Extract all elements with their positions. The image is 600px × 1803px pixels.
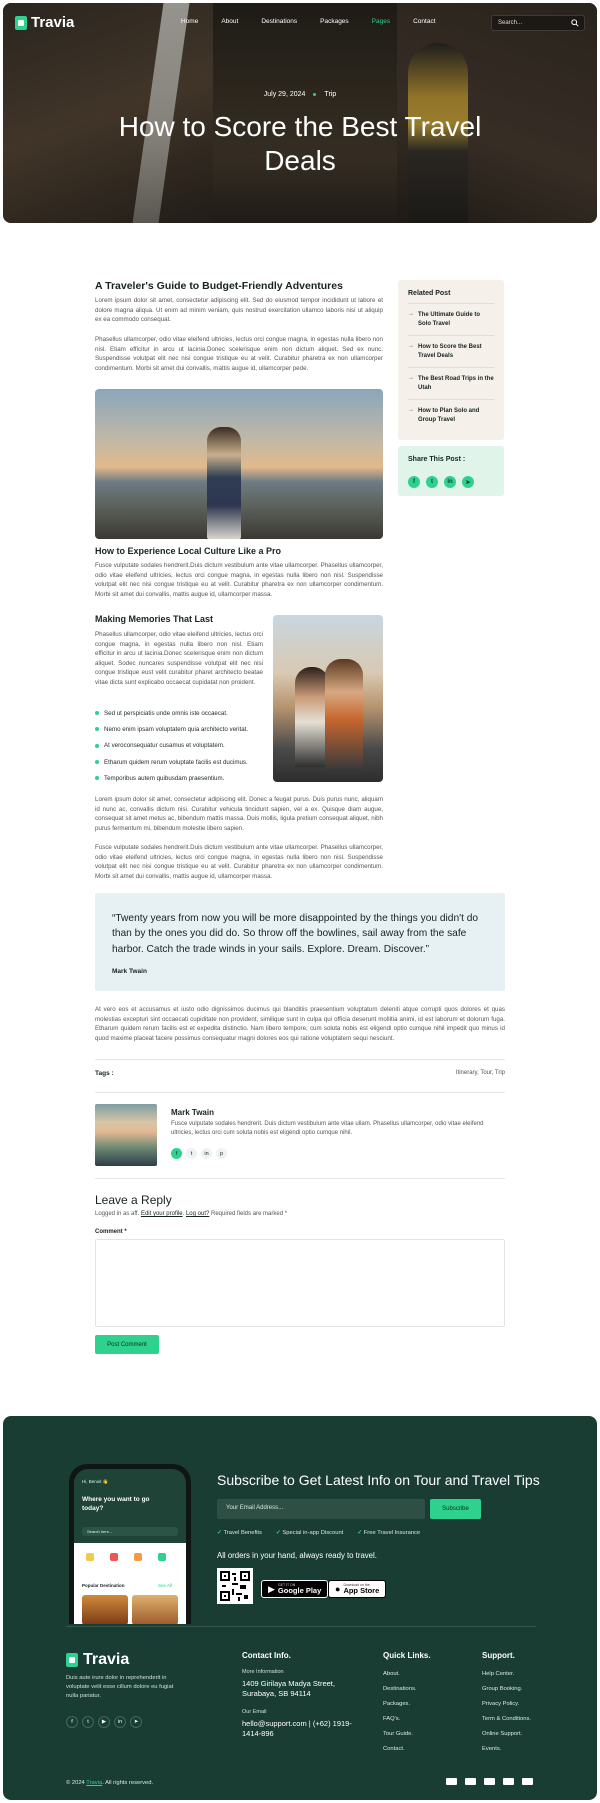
app-question: Where you want to go today?: [82, 1496, 150, 1512]
logout-link[interactable]: Log out?: [185, 1211, 210, 1217]
blockquote: [95, 893, 505, 991]
related-posts-title: Related Post: [408, 290, 451, 297]
category-icon: [158, 1553, 166, 1561]
benefit-item: ✓ Special in-app Discount: [276, 1530, 343, 1536]
search-icon[interactable]: [571, 19, 579, 27]
youtube-icon[interactable]: ▶: [98, 1716, 110, 1728]
linkedin-icon[interactable]: in: [444, 476, 456, 488]
list-item: Etharum quidem rerum voluptate facilis est ducimus.: [95, 754, 265, 770]
app-see-all: See All: [158, 1583, 173, 1588]
paypal-icon: [503, 1778, 514, 1785]
footer-link-faq[interactable]: FAQ's.: [383, 1716, 401, 1722]
related-post-link[interactable]: → The Ultimate Guide to Solo Travel: [408, 303, 494, 335]
nav-about[interactable]: About: [221, 18, 239, 25]
paragraph: Lorem ipsum dolor sit amet, consectetur adipiscing elit. Sed do eiusmod tempor incididunt ut labore et dolore magna aliqua. Ut enim ad minim veniam, quis nostrud exercitation ullamco laboris nisi ut aliquip ex ea commodo consequat.: [95, 297, 383, 324]
apple-icon: ●: [335, 1584, 341, 1594]
footer-link-group-booking[interactable]: Group Booking.: [482, 1686, 523, 1692]
info-label: More Information: [242, 1669, 284, 1675]
footer: [3, 1416, 597, 1800]
nav-destinations[interactable]: Destinations: [261, 18, 298, 25]
post-category[interactable]: Trip: [324, 91, 337, 98]
benefit-item: ✓ Travel Benefits: [217, 1530, 262, 1536]
category-icon: [86, 1553, 94, 1561]
contact-email-phone[interactable]: hello@support.com | (+62) 1919-1414-896: [242, 1719, 352, 1738]
nav-home[interactable]: Home: [181, 18, 199, 25]
quote-text: “Twenty years from now you will be more disappointed by the things you didn't do than by the ones you did do. So throw off the bowlines, sail away from the safe harbor. Catch the trade winds in your sails. Explore. Dream. Discover.”: [112, 913, 479, 955]
footer-logo[interactable]: Travia: [66, 1651, 129, 1669]
comment-label: Comment *: [95, 1229, 127, 1235]
comment-textarea[interactable]: [95, 1239, 505, 1327]
nav-packages[interactable]: Packages: [320, 18, 349, 25]
footer-link-destinations[interactable]: Destinations.: [383, 1686, 417, 1692]
telegram-icon[interactable]: ➤: [130, 1716, 142, 1728]
post-date: July 29, 2024: [263, 91, 306, 98]
search-placeholder: Search...: [498, 20, 523, 26]
tags-row: [95, 1070, 505, 1090]
qr-code: [217, 1568, 253, 1604]
discover-icon: [522, 1778, 533, 1785]
reply-logged-in-note: Logged in as aff. Edit your profile. Log out? Required fields are marked *: [95, 1211, 288, 1217]
top-navigation: [3, 3, 597, 43]
destination-image: [132, 1595, 178, 1624]
mountain-hiker-image: [95, 389, 383, 539]
list-item: At veroconsequatur cusamus et voluptatem.: [95, 738, 265, 754]
divider: [95, 1059, 505, 1060]
footer-link-packages[interactable]: Packages.: [383, 1701, 411, 1707]
quick-links-title: Quick Links.: [383, 1651, 431, 1660]
avatar: [95, 1104, 157, 1166]
footer-link-privacy[interactable]: Privacy Policy.: [482, 1701, 520, 1707]
travel-couple-image: [273, 615, 383, 782]
linkedin-icon[interactable]: in: [201, 1148, 212, 1159]
post-meta: [3, 91, 597, 98]
related-post-link[interactable]: → How to Score the Best Travel Deals: [408, 335, 494, 367]
author-box: [95, 1104, 505, 1166]
hero-banner: [3, 3, 597, 223]
paragraph: Phasellus ullamcorper, odio vitae eleifend ultricies, lectus orci congue magna, in egestas nulla libero non nisl. Etiam efficitur in arcu ut lacinia.Donec scelerisque enim non dictum aliquet. Sed ex nunc. Suspendisse volutpat elit nec nisi congue tristique eu at velit. Curabitur pharetra ex non ullamcorper condimentum. Morbi sit amet dui convallis, mattis augue id, ullamcorper pede.: [95, 336, 383, 372]
divider: [95, 1092, 505, 1093]
subscribe-title: Subscribe to Get Latest Info on Tour and Travel Tips: [217, 1472, 540, 1488]
paragraph: Fusce vulputate sodales hendrerit.Duis dictum vestibulum ante vitae ullamcorper. Phasellus ullamcorper, odio vitae eleifend ultricies, lectus orci congue magna, in egestas nulla libero non nisl. Suspendisse volutpat elit nec nisi congue tristique eu at velit. Curabitur pharetra ex non ullamcorper condimentum. Morbi sit amet dui convallis, mattis augue id, ullamcorper massa.: [95, 844, 383, 880]
feature-list: [95, 705, 265, 786]
footer-description: Duis aute irure dolor in reprehenderit in voluptate velit esse cillum dolore eu fugiat nulla pariatur.: [66, 1675, 174, 1699]
logo-icon: [15, 16, 27, 30]
list-item: Temporibus autem quibusdam praesentium.: [95, 770, 265, 786]
app-store-button[interactable]: ● Download on the App Store: [328, 1580, 386, 1598]
facebook-icon[interactable]: f: [408, 476, 420, 488]
destination-image: [82, 1595, 128, 1624]
tags-list[interactable]: Itinerary, Tour, Trip: [455, 1070, 505, 1076]
list-item: Nemo enim ipsam voluptatem quia architecto veritat.: [95, 721, 265, 737]
footer-link-help[interactable]: Help Center.: [482, 1671, 515, 1677]
quote-author: Mark Twain: [112, 968, 147, 975]
category-icon: [134, 1553, 142, 1561]
paragraph: Lorem ipsum dolor sit amet, consectetur adipiscing elit. Donec a feugat purus. Duis purus nunc, aliquam id nunc ac, convallis dictum nisi. Curabitur vehicula tincidunt sapien, vel a ex. Quisque diam augue, consequat sit amet metus ac, bibendum mattis massa. Duis mollis, ligula pretium consequat aliquet, nibh purus fermentum mi, bibendum molestie libero sapien.: [95, 796, 383, 832]
contact-title: Contact Info.: [242, 1651, 291, 1660]
benefit-item: ✓ Free Travel Insurance: [357, 1530, 420, 1536]
paragraph: At vero eos et accusamus et iusto odio dignissimos ducimus qui blanditiis praesentium voluptatum deleniti atque corrupti quos dolores et quas molestias excepturi sint occaecati cupiditate non provident, similique sunt in culpa qui officia deserunt mollitia animi, id est laborum et dolorum fuga. Etharum quidem rerum facilis est et expedita distinctio. Nam libero tempore, cum soluta nobis est eligendi optio cumque nihil impedit quo minus id quod maxime placeat facere possimus consequatur magni dolores eos qui ratione voluptatem sequi nesciunt.: [95, 1006, 505, 1042]
email-label: Our Email: [242, 1709, 267, 1715]
copyright-brand-link[interactable]: Travia: [86, 1780, 103, 1786]
app-greeting: Hi, Benoit 👋: [82, 1479, 109, 1484]
facebook-icon[interactable]: f: [171, 1148, 182, 1159]
edit-profile-link[interactable]: Edit your profile: [140, 1211, 183, 1217]
meta-dot: [313, 93, 316, 96]
pinterest-icon[interactable]: p: [216, 1148, 227, 1159]
related-posts-widget: [398, 280, 504, 440]
footer-link-terms[interactable]: Term & Conditions.: [482, 1716, 531, 1722]
section-title-culture: How to Experience Local Culture Like a Pro: [95, 546, 282, 556]
email-placeholder: Your Email Address...: [226, 1505, 284, 1511]
author-bio: Fusce vulputate sodales hendrerit. Duis dictum vestibulum ante vitae ullam. Phasellus ullamcorper, odio vitae eleifend ultricies, lectus orci cum soluta nobis est eligendi optio cumque nihil.: [171, 1121, 484, 1136]
reply-title: Leave a Reply: [95, 1193, 172, 1207]
post-comment-button[interactable]: Post Comment: [95, 1335, 159, 1354]
linkedin-icon[interactable]: in: [114, 1716, 126, 1728]
mastercard-icon: [465, 1778, 476, 1785]
nav-contact[interactable]: Contact: [413, 18, 436, 25]
footer-social-links: [66, 1716, 142, 1728]
logo-icon: [66, 1653, 78, 1667]
copyright: © 2024 Travia. All rights reserved.: [66, 1780, 154, 1786]
app-promo-text: All orders in your hand, always ready to travel.: [217, 1551, 377, 1560]
app-search-bar: Search here...: [82, 1527, 178, 1536]
footer-link-tour-guide[interactable]: Tour Guide.: [383, 1731, 413, 1737]
footer-link-about[interactable]: About.: [383, 1671, 400, 1677]
facebook-icon[interactable]: f: [66, 1716, 78, 1728]
twitter-icon[interactable]: t: [82, 1716, 94, 1728]
divider: [95, 1178, 505, 1179]
section-title-budget: A Traveler's Guide to Budget-Friendly Adventures: [95, 280, 343, 292]
paragraph: Fusce vulputate sodales hendrerit.Duis dictum vestibulum ante vitae ullamcorper. Phasellus ullamcorper, odio vitae eleifend ultricies, lectus orci congue magna, in egestas nulla libero non nisl. Suspendisse volutpat elit nec nisi congue tristique eu at velit. Curabitur pharetra ex non ullamcorper condimentum. Morbi sit amet dui convallis, mattis augue id, ullamcorper massa.: [95, 562, 383, 598]
visa-icon: [446, 1778, 457, 1785]
share-widget: [398, 446, 504, 496]
app-popular-title: Popular Destination: [82, 1583, 125, 1588]
support-title: Support.: [482, 1651, 515, 1660]
app-phone-mockup: [69, 1464, 191, 1624]
search-input[interactable]: [491, 15, 585, 31]
nav-links: [181, 18, 459, 25]
logo-text: Travia: [31, 14, 75, 31]
section-title-memories: Making Memories That Last: [95, 614, 214, 624]
nav-pages[interactable]: Pages: [371, 18, 391, 25]
list-item: Sed ut perspiciatis unde omnis iste occaecat.: [95, 705, 265, 721]
page-title: How to Score the Best Travel Deals: [118, 111, 482, 176]
twitter-icon[interactable]: t: [426, 476, 438, 488]
related-post-link[interactable]: → The Best Road Trips in the Utah: [408, 367, 494, 399]
twitter-icon[interactable]: t: [186, 1148, 197, 1159]
author-name: Mark Twain: [171, 1108, 214, 1117]
paragraph: Phasellus ullamcorper, odio vitae eleifend ultricies, lectus orci congue magna, in egestas nulla libero non nisl. Etiam efficitur in arcu ut lacinia.Donec scelerisque enim non dictum aliquet. Sodec nuncares suspendisse volutpat elit nec nisi congue tristique eust velit curabitur pharet architecto beatae vitae dicta sunt explicabo occaecat cupidatat non proident.: [95, 631, 263, 686]
tags-label: Tags :: [95, 1070, 114, 1077]
footer-link-online-support[interactable]: Online Support.: [482, 1731, 523, 1737]
address: 1409 Girilaya Madya Street, Surabaya, SB 94114: [242, 1679, 335, 1698]
site-logo[interactable]: [15, 14, 74, 31]
newsletter-email-input[interactable]: [217, 1499, 425, 1519]
telegram-icon[interactable]: ➤: [462, 476, 474, 488]
benefit-list: [217, 1530, 420, 1536]
related-post-link[interactable]: → How to Plan Solo and Group Travel: [408, 399, 494, 431]
google-play-button[interactable]: ▶ GET IT ON Google Play: [261, 1580, 328, 1598]
amex-icon: [484, 1778, 495, 1785]
footer-link-contact[interactable]: Contact.: [383, 1746, 405, 1752]
category-icon: [110, 1553, 118, 1561]
footer-divider: [66, 1626, 536, 1627]
google-play-icon: ▶: [268, 1583, 275, 1594]
subscribe-button[interactable]: Subscribe: [430, 1499, 481, 1519]
footer-link-events[interactable]: Events.: [482, 1746, 502, 1752]
share-title: Share This Post :: [408, 456, 466, 463]
